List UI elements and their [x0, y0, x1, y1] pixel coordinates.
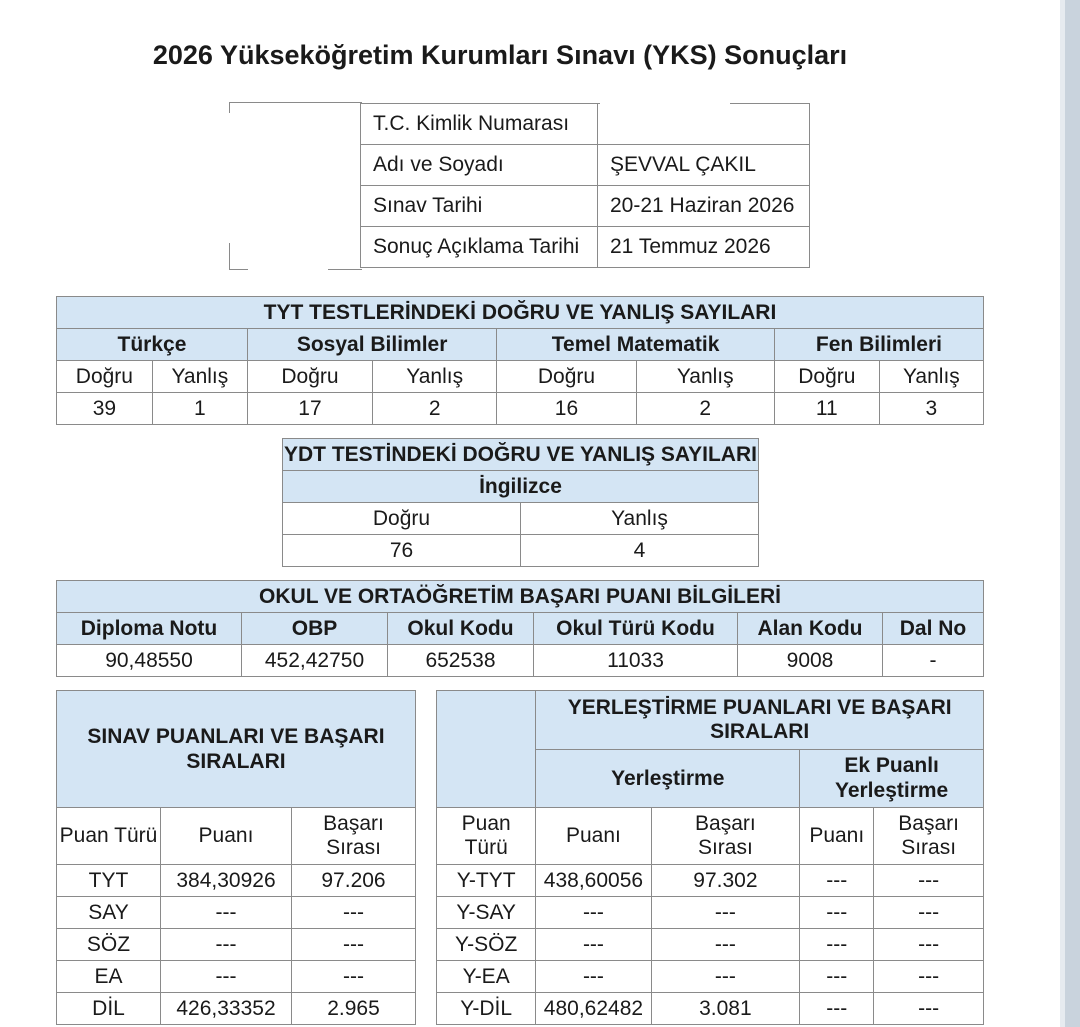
ek-sira: ---	[874, 993, 984, 1025]
ek-sira: ---	[874, 929, 984, 961]
puan-turu: Y-SÖZ	[437, 929, 536, 961]
sira: 97.206	[292, 865, 416, 897]
ek-puanli-group: Ek Puanlı Yerleştirme	[800, 750, 984, 808]
ek-sira: ---	[874, 865, 984, 897]
result-date-value: 21 Temmuz 2026	[598, 227, 810, 268]
ydt-table	[282, 438, 759, 567]
diploma-value: 90,48550	[57, 645, 242, 677]
obp-value: 452,42750	[242, 645, 388, 677]
ek-puani-header: Puanı	[800, 808, 874, 865]
dogru-header: Doğru	[283, 503, 521, 535]
yer-corner	[437, 691, 536, 808]
okul-title: OKUL VE ORTAÖĞRETİM BAŞARI PUANI BİLGİLERİ	[57, 581, 984, 613]
ingilizce-yanlis: 4	[521, 535, 759, 567]
dogru-header: Doğru	[774, 361, 879, 393]
yanlis-header: Yanlış	[373, 361, 497, 393]
table-row	[437, 961, 984, 993]
table-row	[57, 929, 416, 961]
puan-turu: Y-DİL	[437, 993, 536, 1025]
yerlestirme-table	[436, 690, 984, 1025]
identity-row	[361, 145, 810, 186]
yanlis-header: Yanlış	[879, 361, 983, 393]
ek-puan: ---	[800, 865, 874, 897]
puan-turu: Y-EA	[437, 961, 536, 993]
sira: ---	[651, 961, 800, 993]
puan: ---	[161, 929, 292, 961]
ek-sira: ---	[874, 961, 984, 993]
puan: ---	[536, 897, 651, 929]
puan-turu: TYT	[57, 865, 161, 897]
ek-puan: ---	[800, 929, 874, 961]
subject-fen: Fen Bilimleri	[774, 329, 983, 361]
subject-turkce: Türkçe	[57, 329, 248, 361]
matematik-dogru: 16	[497, 393, 636, 425]
table-row	[57, 865, 416, 897]
subject-ingilizce: İngilizce	[283, 471, 759, 503]
sira: 97.302	[651, 865, 800, 897]
sira: ---	[292, 961, 416, 993]
redaction-mask	[600, 99, 730, 137]
sosyal-yanlis: 2	[373, 393, 497, 425]
puan: 480,62482	[536, 993, 651, 1025]
identity-table	[360, 103, 810, 268]
puan-turu-header: Puan Türü	[437, 808, 536, 865]
sira: ---	[651, 897, 800, 929]
name-value: ŞEVVAL ÇAKIL	[598, 145, 810, 186]
scrollbar-strip	[1060, 0, 1080, 1027]
table-row	[437, 929, 984, 961]
table-row	[57, 961, 416, 993]
puani-header: Puanı	[536, 808, 651, 865]
dogru-header: Doğru	[57, 361, 153, 393]
sira: 2.965	[292, 993, 416, 1025]
basari-sirasi-header: Başarı Sırası	[651, 808, 800, 865]
table-row	[57, 897, 416, 929]
table-row	[437, 897, 984, 929]
ek-puan: ---	[800, 897, 874, 929]
puan: 426,33352	[161, 993, 292, 1025]
table-row	[437, 865, 984, 897]
sosyal-dogru: 17	[247, 393, 372, 425]
sinav-table	[56, 690, 416, 1025]
ek-sira: ---	[874, 897, 984, 929]
table-row	[57, 993, 416, 1025]
ingilizce-dogru: 76	[283, 535, 521, 567]
identity-row	[361, 227, 810, 268]
dal-no-header: Dal No	[883, 613, 984, 645]
matematik-yanlis: 2	[636, 393, 774, 425]
puan-turu: Y-SAY	[437, 897, 536, 929]
name-label: Adı ve Soyadı	[361, 145, 598, 186]
fen-yanlis: 3	[879, 393, 983, 425]
okul-table	[56, 580, 984, 677]
yer-title: YERLEŞTİRME PUANLARI VE BAŞARI SIRALARI	[536, 691, 984, 750]
tc-label: T.C. Kimlik Numarası	[361, 104, 598, 145]
puan-turu: DİL	[57, 993, 161, 1025]
basari-sirasi-header: Başarı Sırası	[292, 808, 416, 865]
puan: 384,30926	[161, 865, 292, 897]
dogru-header: Doğru	[247, 361, 372, 393]
puan: 438,60056	[536, 865, 651, 897]
exam-date-value: 20-21 Haziran 2026	[598, 186, 810, 227]
dal-no-value: -	[883, 645, 984, 677]
ek-puan: ---	[800, 961, 874, 993]
puan-turu: SÖZ	[57, 929, 161, 961]
yerlestirme-group: Yerleştirme	[536, 750, 800, 808]
ek-basari-sirasi-header: Başarı Sırası	[874, 808, 984, 865]
subject-matematik: Temel Matematik	[497, 329, 775, 361]
puan: ---	[161, 897, 292, 929]
table-row	[437, 993, 984, 1025]
turkce-dogru: 39	[57, 393, 153, 425]
okul-turu-value: 11033	[534, 645, 738, 677]
puan: ---	[536, 929, 651, 961]
sira: 3.081	[651, 993, 800, 1025]
result-date-label: Sonuç Açıklama Tarihi	[361, 227, 598, 268]
sira: ---	[651, 929, 800, 961]
ek-puan: ---	[800, 993, 874, 1025]
tyt-table	[56, 296, 984, 425]
obp-header: OBP	[242, 613, 388, 645]
ydt-title: YDT TESTİNDEKİ DOĞRU VE YANLIŞ SAYILARI	[283, 439, 759, 471]
identity-row	[361, 186, 810, 227]
identity-row	[361, 104, 810, 145]
tyt-title: TYT TESTLERİNDEKİ DOĞRU VE YANLIŞ SAYILARI	[57, 297, 984, 329]
puani-header: Puanı	[161, 808, 292, 865]
puan-turu-header: Puan Türü	[57, 808, 161, 865]
sinav-title: SINAV PUANLARI VE BAŞARI SIRALARI	[57, 691, 416, 808]
diploma-header: Diploma Notu	[57, 613, 242, 645]
okul-turu-header: Okul Türü Kodu	[534, 613, 738, 645]
sira: ---	[292, 897, 416, 929]
subject-sosyal: Sosyal Bilimler	[247, 329, 496, 361]
sira: ---	[292, 929, 416, 961]
photo-placeholder	[229, 102, 362, 270]
dogru-header: Doğru	[497, 361, 636, 393]
yanlis-header: Yanlış	[636, 361, 774, 393]
puan-turu: SAY	[57, 897, 161, 929]
okul-kodu-value: 652538	[388, 645, 534, 677]
turkce-yanlis: 1	[152, 393, 247, 425]
puan-turu: EA	[57, 961, 161, 993]
exam-date-label: Sınav Tarihi	[361, 186, 598, 227]
okul-kodu-header: Okul Kodu	[388, 613, 534, 645]
puan: ---	[536, 961, 651, 993]
page-title: 2026 Yükseköğretim Kurumları Sınavı (YKS) Sonuçları	[152, 40, 848, 70]
puan-turu: Y-TYT	[437, 865, 536, 897]
alan-kodu-value: 9008	[738, 645, 883, 677]
puan: ---	[161, 961, 292, 993]
alan-kodu-header: Alan Kodu	[738, 613, 883, 645]
fen-dogru: 11	[774, 393, 879, 425]
yanlis-header: Yanlış	[521, 503, 759, 535]
yanlis-header: Yanlış	[152, 361, 247, 393]
